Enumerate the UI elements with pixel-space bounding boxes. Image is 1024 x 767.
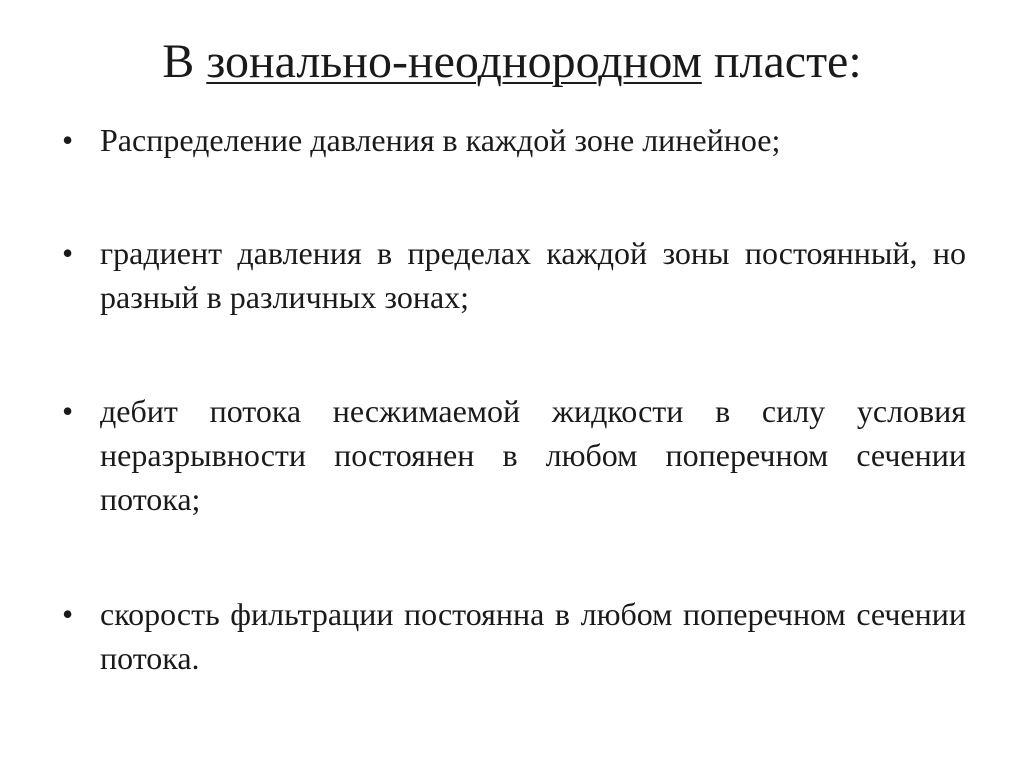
bullet-dot-icon: • [62,235,74,271]
bullet-text: градиент давления в пределах каждой зоны постоянный, но разный в различных зонах; [100,235,966,315]
bullet-text: Распределение давления в каждой зоне линейное; [100,122,781,158]
bullet-dot-icon: • [62,596,74,632]
title-suffix: пласте: [713,35,862,88]
bullet-dot-icon: • [62,393,74,429]
bullet-item [62,592,966,680]
bullet-dot-icon: • [62,122,74,158]
bullet-text: скорость фильтрации постоянна в любом поперечном сечении потока. [100,596,966,676]
bullet-item [62,118,966,162]
title-underlined-word: зонально-неоднородном [206,35,702,88]
title-prefix: В [162,35,195,88]
bullet-list [62,118,966,680]
bullet-text: дебит потока несжимаемой жидкости в силу условия неразрывности постоянен в любом поперечном сечении потока; [100,393,966,517]
slide-title [0,32,1024,92]
bullet-item [62,389,966,521]
bullet-item [62,231,966,319]
